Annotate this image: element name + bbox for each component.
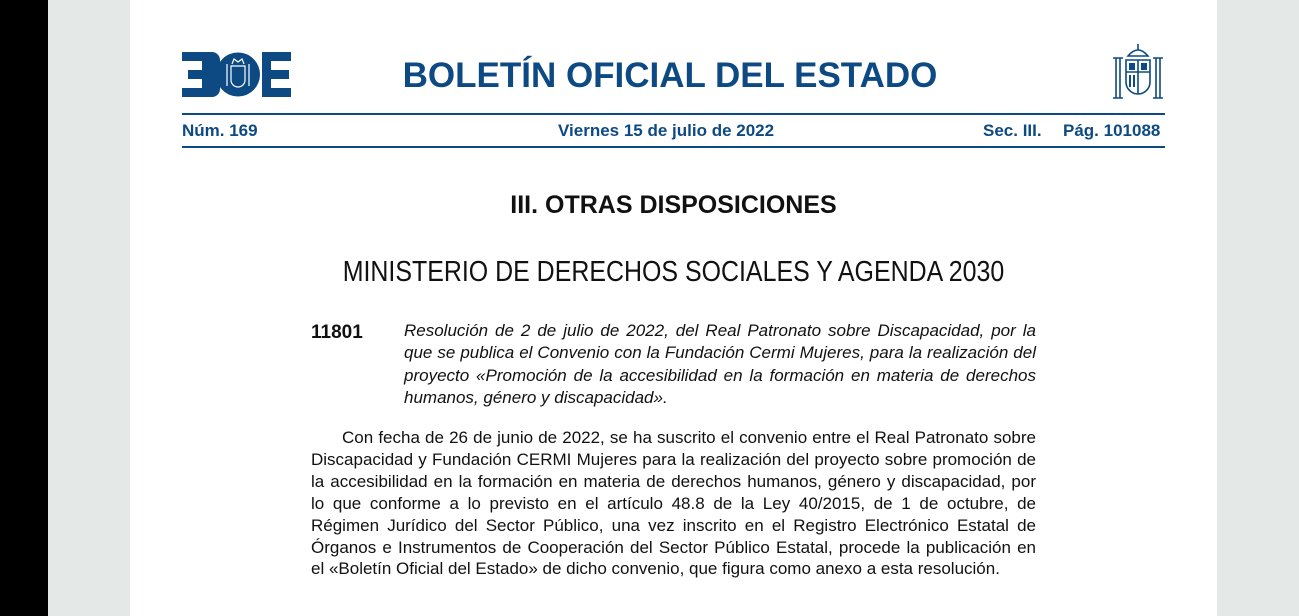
header-rule-bottom xyxy=(182,146,1165,148)
section-label: Sec. III. xyxy=(983,121,1042,140)
entry-number: 11801 xyxy=(311,322,363,343)
issue-date: Viernes 15 de julio de 2022 xyxy=(558,121,775,140)
header-rule-top xyxy=(182,113,1165,115)
left-black-bar xyxy=(0,0,48,616)
issue-number: Núm. 169 xyxy=(182,121,258,140)
page-number: Pág. 101088 xyxy=(1063,121,1161,140)
ministry-heading: MINISTERIO DE DERECHOS SOCIALES Y AGENDA 2030 xyxy=(342,256,1005,288)
document-page xyxy=(130,0,1217,616)
resolution-title: Resolución de 2 de julio de 2022, del Real Patronato sobre Discapacidad, por la que se publica el Convenio con la Fundación Cermi Mujeres, para la realización del proyecto «Promoción de la accesibilidad en la formación en materia de derechos humanos, género y discapacidad». xyxy=(404,321,1036,407)
gazette-title: BOLETÍN OFICIAL DEL ESTADO xyxy=(402,56,938,95)
section-heading: III. OTRAS DISPOSICIONES xyxy=(510,191,837,219)
coat-of-arms-icon xyxy=(1110,42,1166,102)
body-paragraph: Con fecha de 26 de junio de 2022, se ha suscrito el convenio entre el Real Patronato sobre Discapacidad y Fundación CERMI Mujeres para la realización del proyecto sobre promoción de la accesibilidad en la formación en materia de derechos humanos, género y discapacidad, por lo que conforme a lo previsto en el artículo 48.8 de la Ley 40/2015, de 1 de octubre, de Régimen Jurídico del Sector Público, una vez inscrito en el Registro Electrónico Estatal de Órganos e Instrumentos de Cooperación del Sector Público Estatal, procede la publicación en el «Boletín Oficial del Estado» de dicho convenio, que figura como anexo a esta resolución. xyxy=(311,428,1036,579)
boe-logo xyxy=(182,52,291,97)
